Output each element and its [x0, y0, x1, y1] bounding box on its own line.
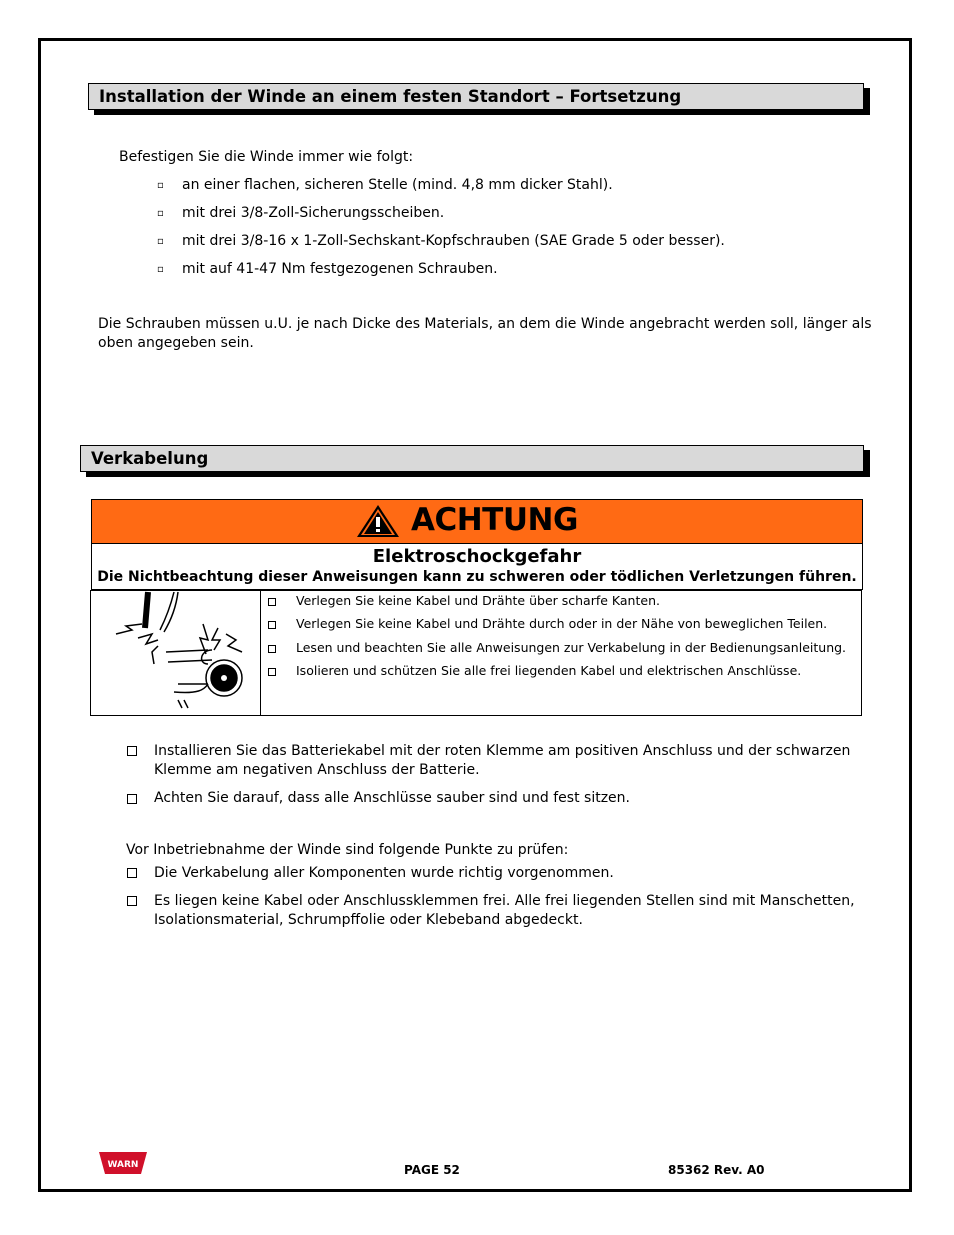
- bullet-square-icon: ▫: [157, 208, 164, 219]
- list-item: mit auf 41-47 Nm festgezogenen Schrauben.: [182, 261, 498, 277]
- document-revision: 85362 Rev. A0: [668, 1163, 765, 1177]
- checkbox-icon: [127, 868, 137, 878]
- step-line: Klemme am negativen Anschluss der Batterie.: [154, 762, 480, 778]
- warning-item: Lesen und beachten Sie alle Anweisungen zur Verkabelung in der Bedienungsanleitung.: [296, 640, 847, 655]
- checkbox-icon: [127, 746, 137, 756]
- intro-text: Befestigen Sie die Winde immer wie folgt:: [119, 149, 414, 165]
- bullet-square-icon: ▫: [157, 180, 164, 191]
- warning-divider: [260, 590, 261, 716]
- step-line: Installieren Sie das Batteriekabel mit der roten Klemme am positiven Anschluss und der schwarzen: [154, 743, 851, 759]
- electric-shock-pictogram: [108, 588, 258, 714]
- signal-word: ACHTUNG: [411, 502, 578, 538]
- hazard-statement: Die Nichtbeachtung dieser Anweisungen kann zu schweren oder tödlichen Verletzungen führen.: [97, 569, 857, 585]
- section-header-installation: Installation der Winde an einem festen Standort – Fortsetzung: [88, 83, 864, 110]
- note-line-1: Die Schrauben müssen u.U. je nach Dicke des Materials, an dem die Winde angebracht werden soll, länger als: [98, 316, 872, 332]
- warning-triangle-icon: [355, 503, 401, 539]
- note-line-2: oben angegeben sein.: [98, 335, 254, 351]
- page-number: PAGE 52: [404, 1163, 460, 1177]
- checkbox-icon: [268, 645, 276, 653]
- check-line: Isolationsmaterial, Schrumpffolie oder Klebeband abgedeckt.: [154, 912, 583, 928]
- hazard-title: Elektroschockgefahr: [372, 546, 582, 567]
- logo-text: WARN: [107, 1160, 139, 1170]
- bullet-square-icon: ▫: [157, 264, 164, 275]
- checkbox-icon: [268, 621, 276, 629]
- list-item: mit drei 3/8-Zoll-Sicherungsscheiben.: [182, 205, 445, 221]
- list-item: mit drei 3/8-16 x 1-Zoll-Sechskant-Kopfschrauben (SAE Grade 5 oder besser).: [182, 233, 725, 249]
- check-intro: Vor Inbetriebnahme der Winde sind folgende Punkte zu prüfen:: [126, 842, 569, 858]
- check-line: Die Verkabelung aller Komponenten wurde richtig vorgenommen.: [154, 865, 614, 881]
- list-item: an einer flachen, sicheren Stelle (mind. 4,8 mm dicker Stahl).: [182, 177, 613, 193]
- warning-item: Verlegen Sie keine Kabel und Drähte über scharfe Kanten.: [296, 593, 660, 608]
- warn-logo: [97, 1150, 149, 1176]
- checkbox-icon: [268, 598, 276, 606]
- step-line: Achten Sie darauf, dass alle Anschlüsse sauber sind und fest sitzen.: [154, 790, 630, 806]
- checkbox-icon: [268, 668, 276, 676]
- section-header-wiring: Verkabelung: [80, 445, 864, 472]
- checkbox-icon: [127, 794, 137, 804]
- warning-item: Isolieren und schützen Sie alle frei liegenden Kabel und elektrischen Anschlüsse.: [296, 663, 802, 678]
- checkbox-icon: [127, 896, 137, 906]
- bullet-square-icon: ▫: [157, 236, 164, 247]
- check-line: Es liegen keine Kabel oder Anschlussklemmen frei. Alle frei liegenden Stellen sind mit Manschetten,: [154, 893, 855, 909]
- warning-item: Verlegen Sie keine Kabel und Drähte durch oder in der Nähe von beweglichen Teilen.: [296, 616, 828, 631]
